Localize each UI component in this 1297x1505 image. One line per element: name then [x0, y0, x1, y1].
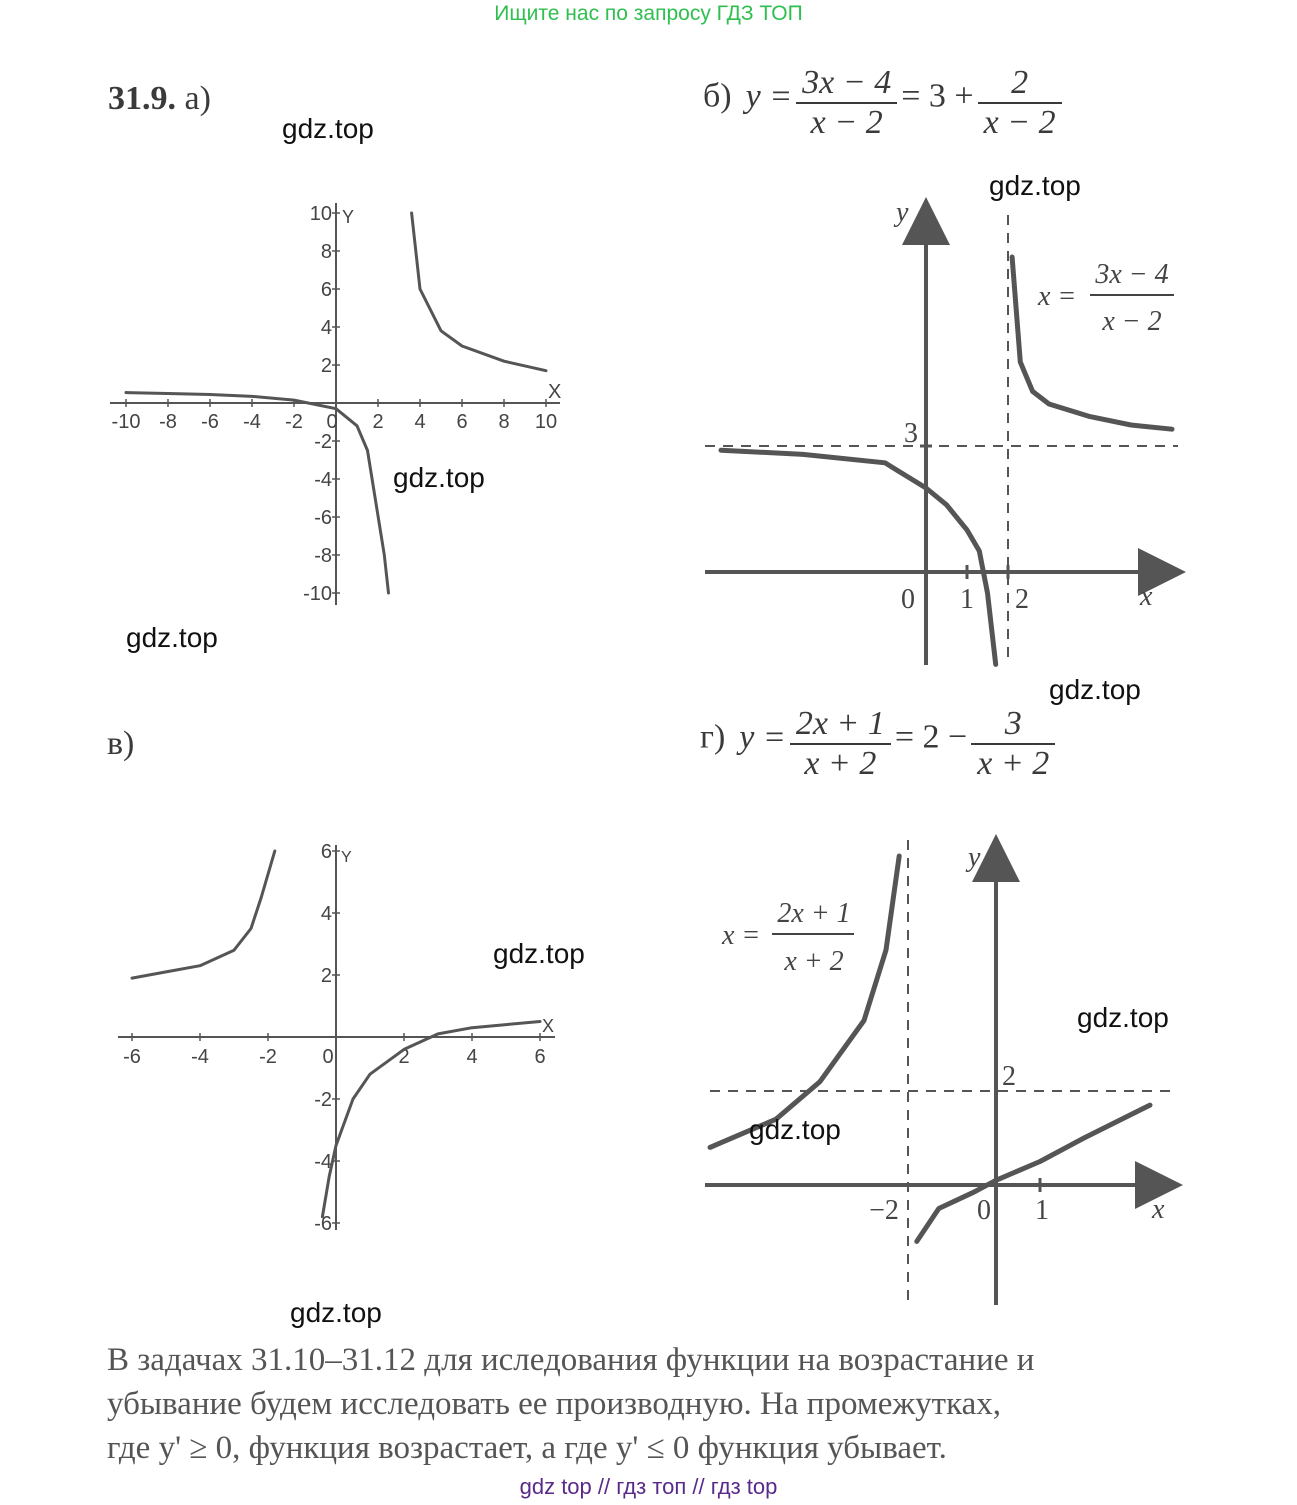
chart-b-annotation: [1037, 259, 1174, 337]
formula-b-mid: = 3 +: [901, 77, 974, 115]
chart-a-x-tick-label: -8: [159, 411, 177, 433]
chart-c-x-tick-label: 4: [466, 1046, 478, 1068]
chart-c-y-tick-label: -4: [314, 1151, 332, 1173]
chart-d-annotation: [721, 898, 854, 977]
chart-d: [700, 830, 1190, 1310]
chart-d-series-line-2: [917, 1105, 1150, 1241]
formula-b-frac1: [796, 64, 897, 142]
chart-a-x-tick-label: -4: [243, 411, 261, 433]
watermark: gdz.top: [493, 938, 585, 969]
chart-a-ylabel: Y: [342, 207, 355, 227]
paragraph-line: где y' ≥ 0, функция возрастает, а где y' ≤ 0 функция убывает.: [107, 1430, 947, 1466]
chart-d-ylabel: y: [968, 842, 981, 873]
chart-b-annotation-num: 3x − 4: [1095, 259, 1169, 290]
chart-a-y-tick-label: -8: [314, 545, 332, 567]
chart-c-y-tick-label: 4: [320, 903, 332, 925]
part-c-label: в): [107, 725, 135, 762]
formula-b: [703, 64, 1062, 142]
chart-d-annotation-den: x + 2: [784, 946, 844, 977]
chart-d-x-tick-label: −2: [869, 1195, 899, 1226]
chart-c-xlabel: X: [542, 1016, 555, 1036]
chart-c-x-tick-label: 6: [534, 1046, 546, 1068]
watermark: gdz.top: [1049, 674, 1141, 705]
formula-d-mid: = 2 −: [894, 718, 968, 756]
chart-a-x-tick-label: 10: [534, 411, 558, 433]
chart-c-y-tick-label: -2: [314, 1089, 332, 1111]
formula-b-num1: 3x − 4: [796, 64, 897, 104]
formula-b-lhs: y =: [745, 77, 793, 115]
chart-a-x-tick-label: 4: [414, 411, 426, 433]
top-banner: Ищите нас по запросу ГДЗ ТОП: [494, 2, 803, 25]
formula-d-frac2: [971, 705, 1055, 783]
chart-c: [100, 840, 580, 1240]
chart-c-y-tick-label: -6: [314, 1213, 332, 1235]
chart-b-x-tick-label: 2: [1015, 584, 1029, 615]
formula-d-frac1: [790, 705, 891, 783]
chart-d-annotation-num: 2x + 1: [777, 898, 851, 929]
formula-d-lhs: y =: [739, 718, 786, 756]
chart-a-x-tick-label: 2: [372, 411, 384, 433]
explanation-paragraph: [107, 1338, 1207, 1470]
chart-b-y-tick-label: 3: [904, 418, 918, 449]
chart-a-y-tick-label: -10: [303, 583, 332, 605]
chart-b-ylabel: y: [896, 197, 909, 228]
chart-c-x-tick-label: 2: [398, 1046, 410, 1068]
footer-links: gdz top // гдз топ // гдз top: [519, 1474, 778, 1499]
chart-b-annotation-den: x − 2: [1102, 306, 1162, 337]
watermark: gdz.top: [989, 170, 1081, 201]
chart-c-x-tick-label: -2: [259, 1046, 277, 1068]
chart-d-annotation-lhs: x =: [722, 920, 761, 951]
chart-b: [700, 195, 1190, 675]
formula-d: [700, 705, 1055, 783]
chart-a-y-tick-label: 10: [309, 203, 332, 225]
formula-b-den1: x − 2: [810, 104, 883, 141]
part-b-label: б): [703, 77, 732, 115]
chart-c-ylabel: Y: [341, 849, 352, 866]
chart-b-annotation-lhs: x =: [1038, 281, 1077, 312]
chart-b-x-tick-label: 1: [960, 584, 974, 615]
chart-c-series-line-1: [132, 851, 275, 978]
chart-a-y-tick-label: -6: [314, 507, 332, 529]
watermark: gdz.top: [749, 1114, 841, 1145]
chart-c-x-ticks: [123, 1033, 545, 1068]
chart-a-y-tick-label: -2: [314, 431, 332, 453]
chart-a-x-tick-label: 0: [326, 411, 338, 433]
part-a-label: а): [184, 80, 211, 117]
watermark: gdz.top: [282, 113, 374, 144]
chart-d-y-tick-label: 2: [1002, 1061, 1016, 1092]
chart-c-x-tick-label: -6: [123, 1046, 141, 1068]
part-d-label: г): [700, 718, 726, 756]
formula-b-den2: x − 2: [983, 104, 1056, 141]
formula-d-den2: x + 2: [977, 745, 1050, 782]
chart-d-x-tick-label: 1: [1035, 1195, 1049, 1226]
formula-d-num2: 3: [971, 705, 1055, 745]
chart-a-y-tick-label: -4: [314, 469, 332, 491]
chart-a-y-tick-label: 4: [320, 317, 332, 339]
chart-c-x-tick-label: -4: [191, 1046, 209, 1068]
chart-a: [100, 195, 580, 615]
paragraph-line: В задачах 31.10–31.12 для иследования функции на возрастание и: [107, 1342, 1035, 1378]
chart-a-x-tick-label: 6: [456, 411, 468, 433]
chart-a-y-tick-label: 8: [320, 241, 332, 263]
watermark: gdz.top: [290, 1297, 382, 1328]
chart-a-x-tick-label: -6: [201, 411, 219, 433]
chart-b-xlabel: x: [1140, 581, 1153, 612]
chart-d-x-tick-label: 0: [977, 1195, 991, 1226]
chart-a-y-tick-label: 2: [320, 355, 332, 377]
chart-b-series-line-1: [721, 450, 996, 664]
watermark: gdz.top: [393, 462, 485, 493]
problem-number: [108, 80, 211, 118]
chart-a-series-line-2: [412, 213, 546, 371]
chart-c-series-line-2: [322, 1022, 540, 1217]
chart-a-x-tick-label: 8: [498, 411, 510, 433]
chart-c-x-tick-label: 0: [322, 1046, 334, 1068]
watermark: gdz.top: [126, 622, 218, 653]
chart-a-axes: [110, 203, 560, 605]
formula-d-num1: 2x + 1: [790, 705, 891, 745]
chart-a-x-tick-label: -2: [285, 411, 303, 433]
formula-b-frac2: [978, 64, 1062, 142]
problem-number-text: 31.9.: [108, 80, 176, 117]
chart-d-xlabel: x: [1152, 1194, 1165, 1225]
formula-b-num2: 2: [978, 64, 1062, 104]
chart-a-x-tick-label: -10: [111, 411, 141, 433]
formula-d-den1: x + 2: [804, 745, 877, 782]
chart-a-x-ticks: [112, 399, 558, 433]
paragraph-line: убывание будем исследовать ее производную. На промежутках,: [107, 1386, 1001, 1422]
watermark: gdz.top: [1077, 1002, 1169, 1033]
chart-a-xlabel: X: [548, 381, 562, 403]
chart-b-x-tick-label: 0: [901, 584, 915, 615]
chart-c-y-tick-label: 6: [320, 841, 332, 863]
chart-c-y-tick-label: 2: [320, 965, 332, 987]
chart-a-y-tick-label: 6: [320, 279, 332, 301]
chart-b-ticks: [901, 418, 1029, 615]
